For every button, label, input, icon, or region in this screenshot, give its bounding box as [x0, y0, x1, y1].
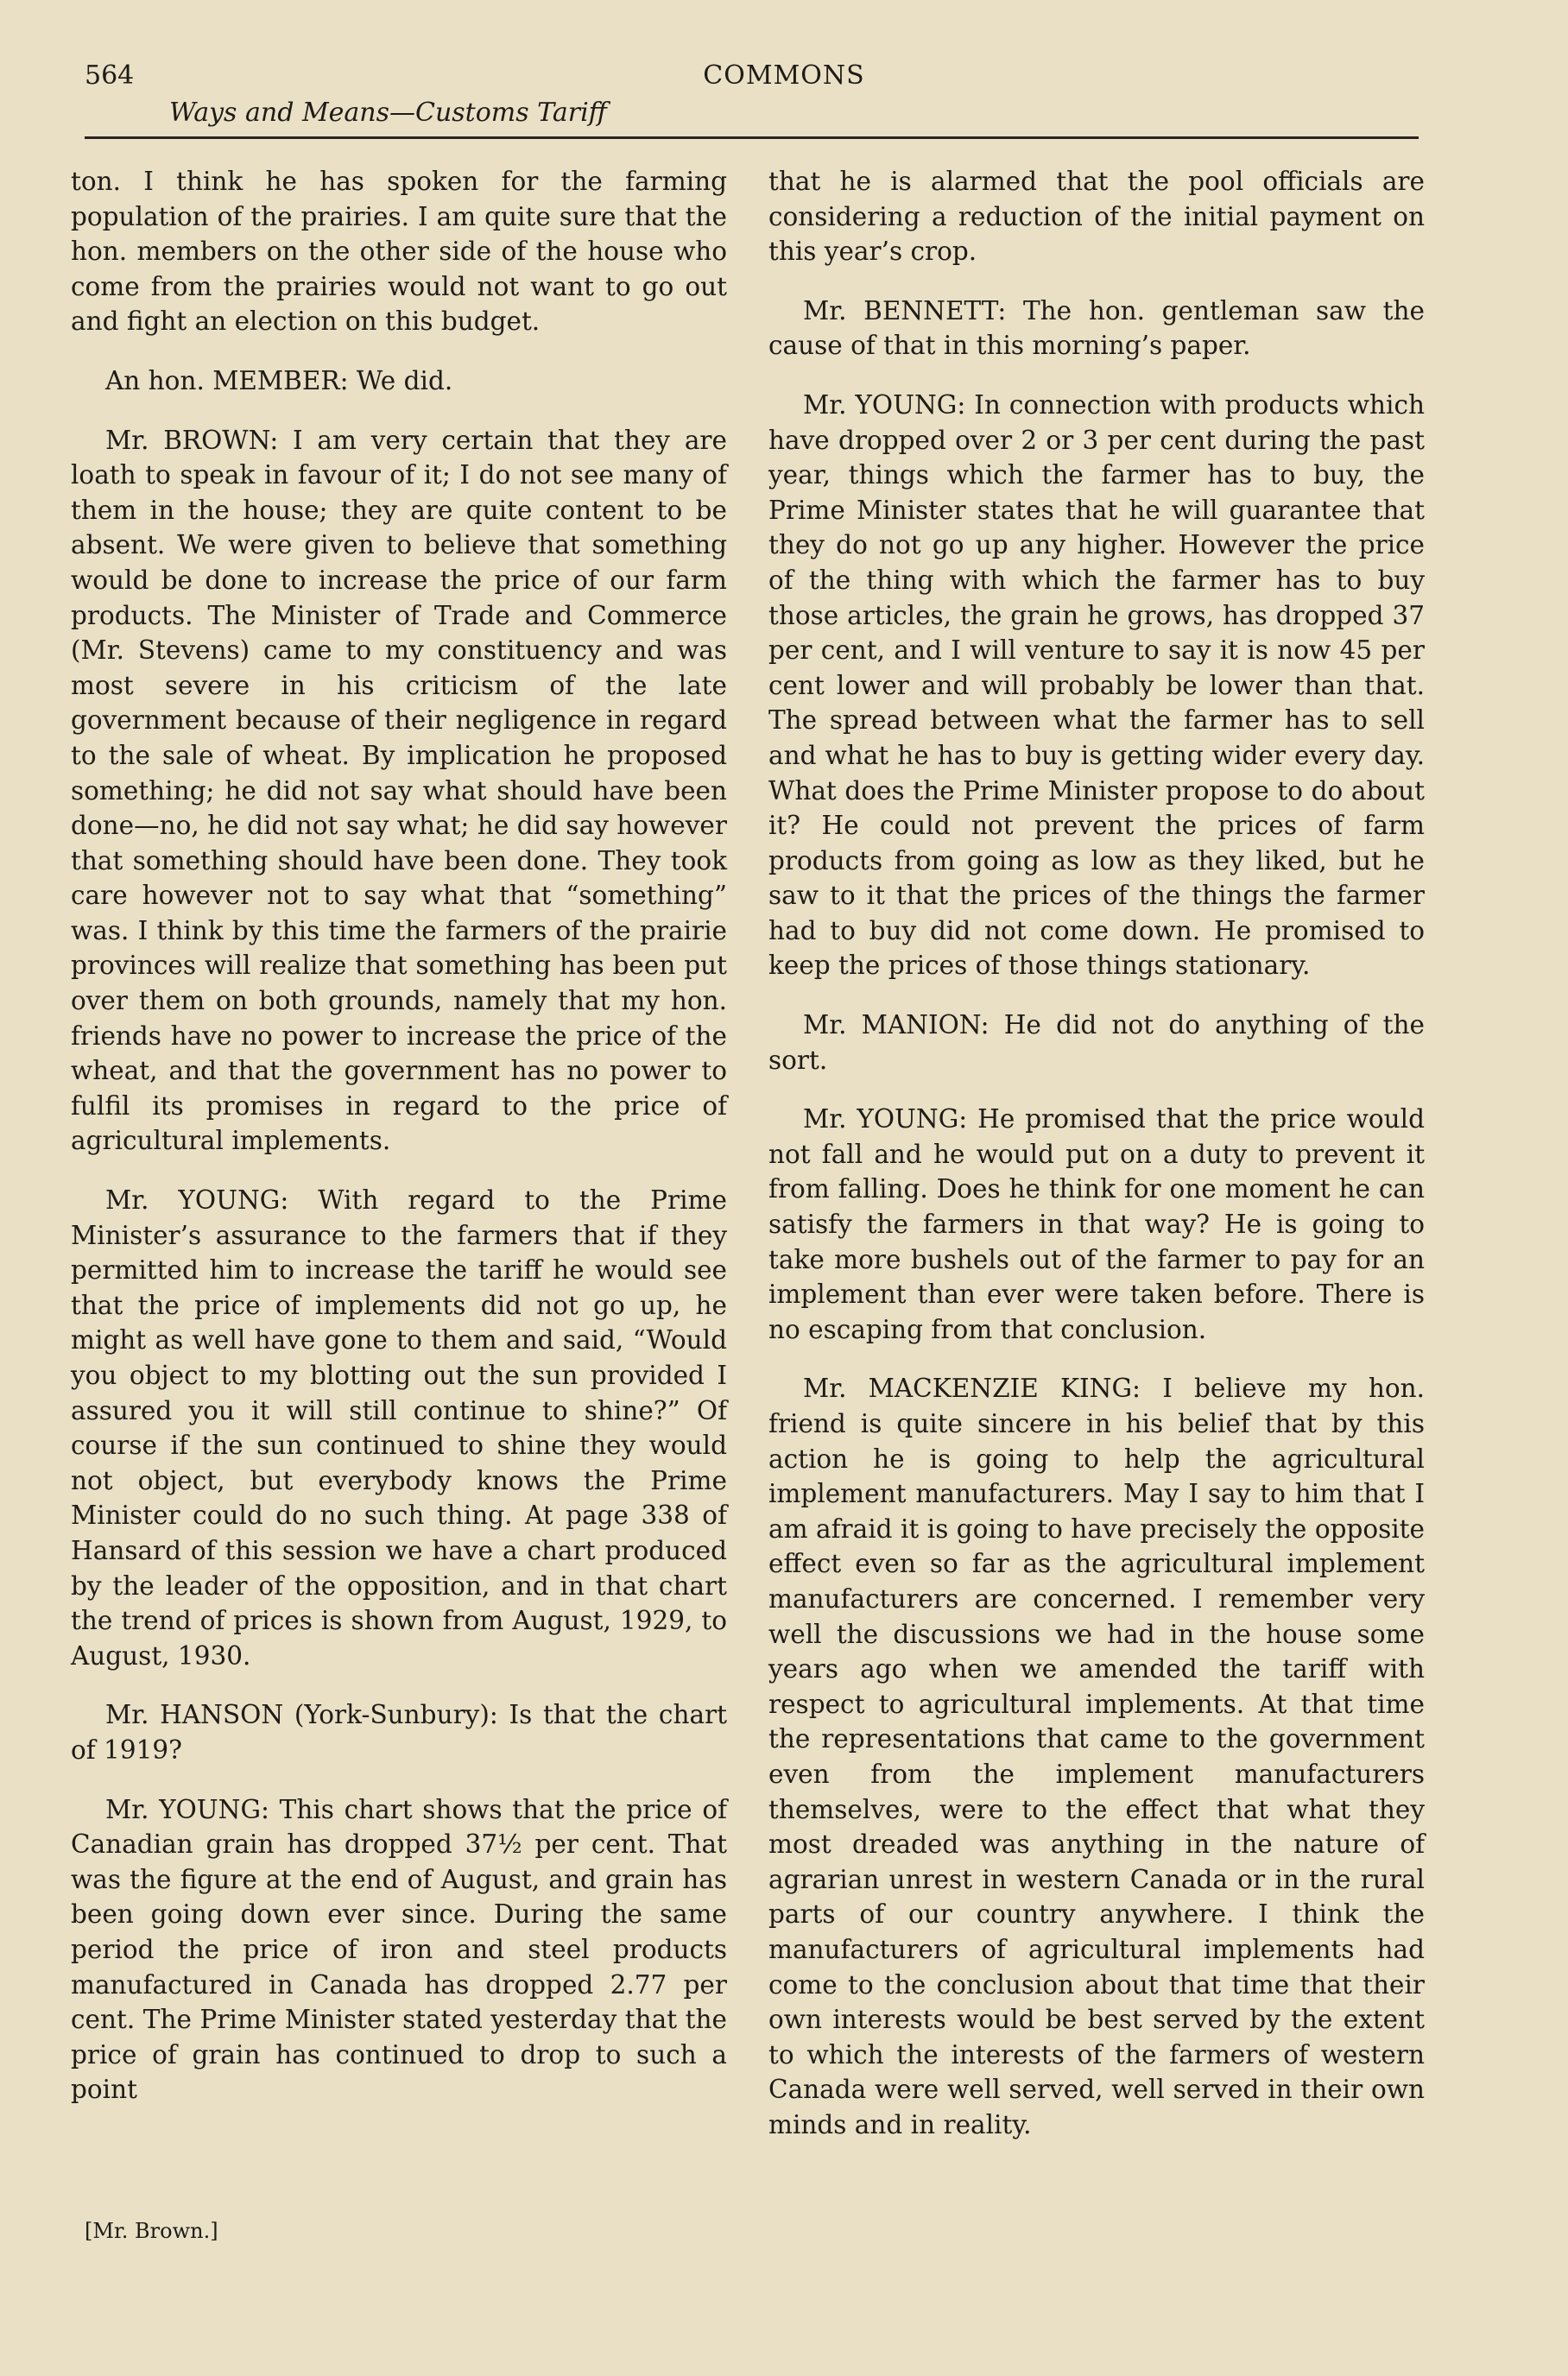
running-head: COMMONS — [703, 60, 865, 91]
paragraph: Mr. HANSON (York-Sunbury): Is that the chart of 1919? — [71, 1700, 727, 1765]
paragraph: Mr. MACKENZIE KING: I believe my hon. friend is quite sincere in his belief that by this action he is going to help the agricultural implement manufacturers. May I say to him that I am afraid it is going to have precisely the opposite effect even so far as the agricultural implement manufacturers are concerned. I remember very well the discussions we had in the house some years ago when we amended the tariff with respect to agricultural implements. At that time the representations that came to the government even from the implement manufacturers themselves, were to the effect that what they most dreaded was anything in the nature of agrarian unrest in western Canada or in the rural parts of our country anywhere. I think the manufacturers of agricultural implements had come to the conclusion about that time that their own interests would be best served by the extent to which the interests of the farmers of western Canada were well served, well served in their own minds and in reality. — [768, 1374, 1425, 2139]
page-number: 564 — [85, 60, 135, 91]
paragraph: Mr. BROWN: I am very certain that they are loath to speak in favour of it; I do not see many of them in the house; they are quite content to be absent. We were given to believe that something would be done to increase the price of our farm products. The Minister of Trade and Commerce (Mr. Stevens) came to my constituency and was most severe in his criticism of the late government because of their negligence in regard to the sale of wheat. By implication he proposed something; he did not say what should have been done—no, he did not say what; he did say however that something should have been done. They took care however not to say what that “something” was. I think by this time the farmers of the prairie provinces will realize that something has been put over them on both grounds, namely that my hon. friends have no power to increase the price of the wheat, and that the government has no power to fulfil its promises in regard to the price of agricultural implements. — [71, 425, 727, 1156]
paragraph: ton. I think he has spoken for the farming population of the prairies. I am quite sure that the hon. members on the other side of the house who come from the prairies would not want to go out and fight an election on this budget. — [71, 167, 727, 337]
header-rule — [85, 136, 1419, 139]
paragraph: Mr. MANION: He did not do anything of the sort. — [768, 1010, 1425, 1075]
paragraph: An hon. MEMBER: We did. — [105, 365, 453, 395]
paragraph: Mr. YOUNG: He promised that the price would not fall and he would put on a duty to prevent it from falling. Does he think for one moment he can satisfy the farmers in that way? He is going to take more bushels out of the farmer to pay for an implement than ever were taken before. There is no escaping from that conclusion. — [768, 1104, 1425, 1344]
left-column — [71, 164, 727, 2132]
speaker-footer: [Mr. Brown.] — [85, 2219, 218, 2243]
section-title: Ways and Means—Customs Tariff — [169, 98, 607, 128]
right-column — [768, 164, 1425, 2166]
paragraph: Mr. YOUNG: This chart shows that the price of Canadian grain has dropped 37½ per cent. That was the figure at the end of August, and grain has been going down ever since. During the same period the price of iron and steel products manufactured in Canada has dropped 2.77 per cent. The Prime Minister stated yesterday that the price of grain has continued to drop to such a point — [71, 1794, 727, 2105]
paragraph: that he is alarmed that the pool officials are considering a reduction of the initial payment on this year’s crop. — [768, 167, 1425, 267]
paragraph: Mr. BENNETT: The hon. gentleman saw the cause of that in this morning’s paper. — [768, 295, 1425, 361]
paragraph: Mr. YOUNG: In connection with products which have dropped over 2 or 3 per cent during the past year, things which the farmer has to buy, the Prime Minister states that he will guarantee that they do not go up any higher. However the price of the thing with which the farmer has to buy those articles, the grain he grows, has dropped 37 per cent, and I will venture to say it is now 45 per cent lower and will probably be lower than that. The spread between what the farmer has to sell and what he has to buy is getting wider every day. What does the Prime Minister propose to do about it? He could not prevent the prices of farm products from going as low as they liked, but he saw to it that the prices of the things the farmer had to buy did not come down. He promised to keep the prices of those things stationary. — [768, 389, 1425, 981]
paragraph: Mr. YOUNG: With regard to the Prime Minister’s assurance to the farmers that if they permitted him to increase the tariff he would see that the price of implements did not go up, he might as well have gone to them and said, “Would you object to my blotting out the sun provided I assured you it will still continue to shine?” Of course if the sun continued to shine they would not object, but everybody knows the Prime Minister could do no such thing. At page 338 of Hansard of this session we have a chart produced by the leader of the opposition, and in that chart the trend of prices is shown from August, 1929, to August, 1930. — [71, 1185, 727, 1671]
